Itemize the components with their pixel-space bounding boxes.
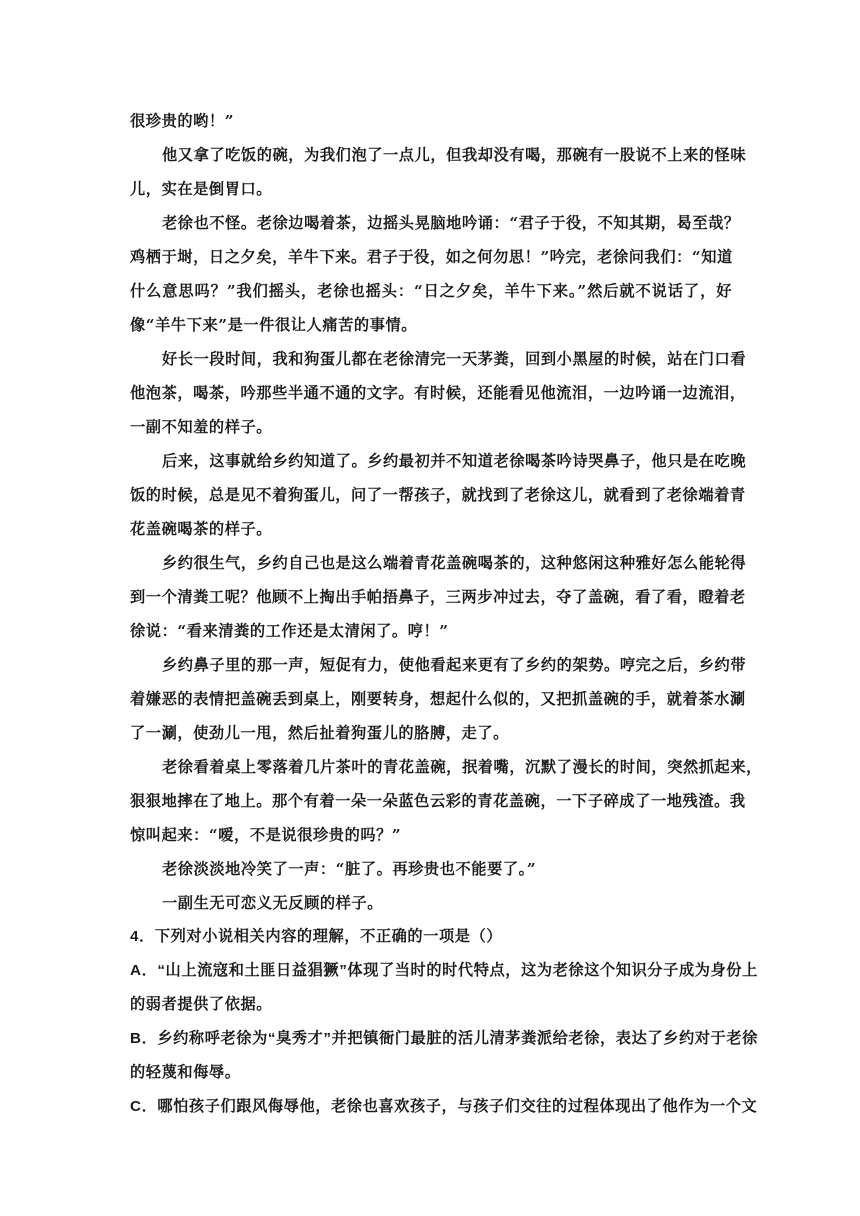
story-line: 很珍贵的哟！” xyxy=(130,112,235,130)
question-option-b: B．乡约称呼老徐为“臭秀才”并把镇衙门最脏的活儿清茅粪派给老徐，表达了乡约对于老徐 xyxy=(130,1030,758,1047)
story-line: 他又拿了吃饭的碗，为我们泡了一点儿，但我却没有喝，那碗有一股说不上来的怪味 xyxy=(162,146,747,164)
story-line: 饭的时候，总是见不着狗蛋儿，问了一帮孩子，就找到了老徐这儿，就看到了老徐端着青 xyxy=(130,486,746,504)
story-line: 老徐看着桌上零落着几片茶叶的青花盖碗，抿着嘴，沉默了漫长的时间，突然抓起来， xyxy=(162,758,762,776)
story-line: 什么意思吗？”我们摇头，老徐也摇头：“日之夕矣，羊牛下来。”然后就不说话了，好 xyxy=(130,282,732,300)
story-line: 他泡茶，喝茶，吟那些半通不通的文字。有时候，还能看见他流泪，一边吟诵一边流泪， xyxy=(130,384,746,402)
story-line: 一副不知羞的样子。 xyxy=(130,418,273,436)
question-option-a: A．“山上流寇和土匪日益猖獗”体现了当时的时代特点，这为老徐这个知识分子成为身份上 xyxy=(130,962,758,979)
story-line: 好长一段时间，我和狗蛋儿都在老徐清完一天茅粪，回到小黑屋的时候，站在门口看 xyxy=(162,350,747,368)
story-line: 老徐淡淡地冷笑了一声：“脏了。再珍贵也不能要了。” xyxy=(162,860,537,878)
story-line: 了一涮，使劲儿一甩，然后扯着狗蛋儿的胳膊，走了。 xyxy=(130,724,509,742)
question-option-a-cont: 的弱者提供了依据。 xyxy=(130,996,273,1013)
story-line: 儿，实在是倒胃口。 xyxy=(130,180,273,198)
story-line: 后来，这事就给乡约知道了。乡约最初并不知道老徐喝茶吟诗哭鼻子，他只是在吃晚 xyxy=(162,452,747,470)
story-line: 狠狠地摔在了地上。那个有着一朵一朵蓝色云彩的青花盖碗，一下子碎成了一地残渣。我 xyxy=(130,792,746,810)
story-line: 老徐也不怪。老徐边喝着茶，边摇头晃脑地吟诵：“君子于役，不知其期，曷至哉？ xyxy=(162,214,740,232)
story-line: 到一个清粪工呢？他顾不上掏出手帕捂鼻子，三两步冲过去，夺了盖碗，看了看，瞪着老 xyxy=(130,588,746,606)
story-line: 惊叫起来：“嗳，不是说很珍贵的吗？” xyxy=(130,826,402,844)
question-option-b-cont: 的轻蔑和侮辱。 xyxy=(130,1064,241,1081)
story-line: 花盖碗喝茶的样子。 xyxy=(130,520,273,538)
story-line: 一副生无可恋义无反顾的样子。 xyxy=(162,894,384,912)
story-line: 鸡栖于埘，日之夕矣，羊牛下来。君子于役，如之何勿思！”吟完，老徐问我们：“知道 xyxy=(130,248,733,266)
story-line: 着嫌恶的表情把盖碗丢到桌上，刚要转身，想起什么似的，又把抓盖碗的手，就着茶水涮 xyxy=(130,690,746,708)
question-stem: 4．下列对小说相关内容的理解，不正确的一项是（） xyxy=(130,928,503,945)
document-body xyxy=(130,104,762,1124)
question-option-c: C．哪怕孩子们跟风侮辱他，老徐也喜欢孩子，与孩子们交往的过程体现出了他作为一个文 xyxy=(130,1098,758,1115)
story-line: 乡约很生气，乡约自己也是这么端着青花盖碗喝茶的，这种悠闲这种雅好怎么能轮得 xyxy=(162,554,747,572)
story-line: 徐说：“看来清粪的工作还是太清闲了。哼！” xyxy=(130,622,449,640)
story-line: 像“羊牛下来”是一件很让人痛苦的事情。 xyxy=(130,316,418,334)
story-line: 乡约鼻子里的那一声，短促有力，使他看起来更有了乡约的架势。哼完之后，乡约带 xyxy=(162,656,747,674)
